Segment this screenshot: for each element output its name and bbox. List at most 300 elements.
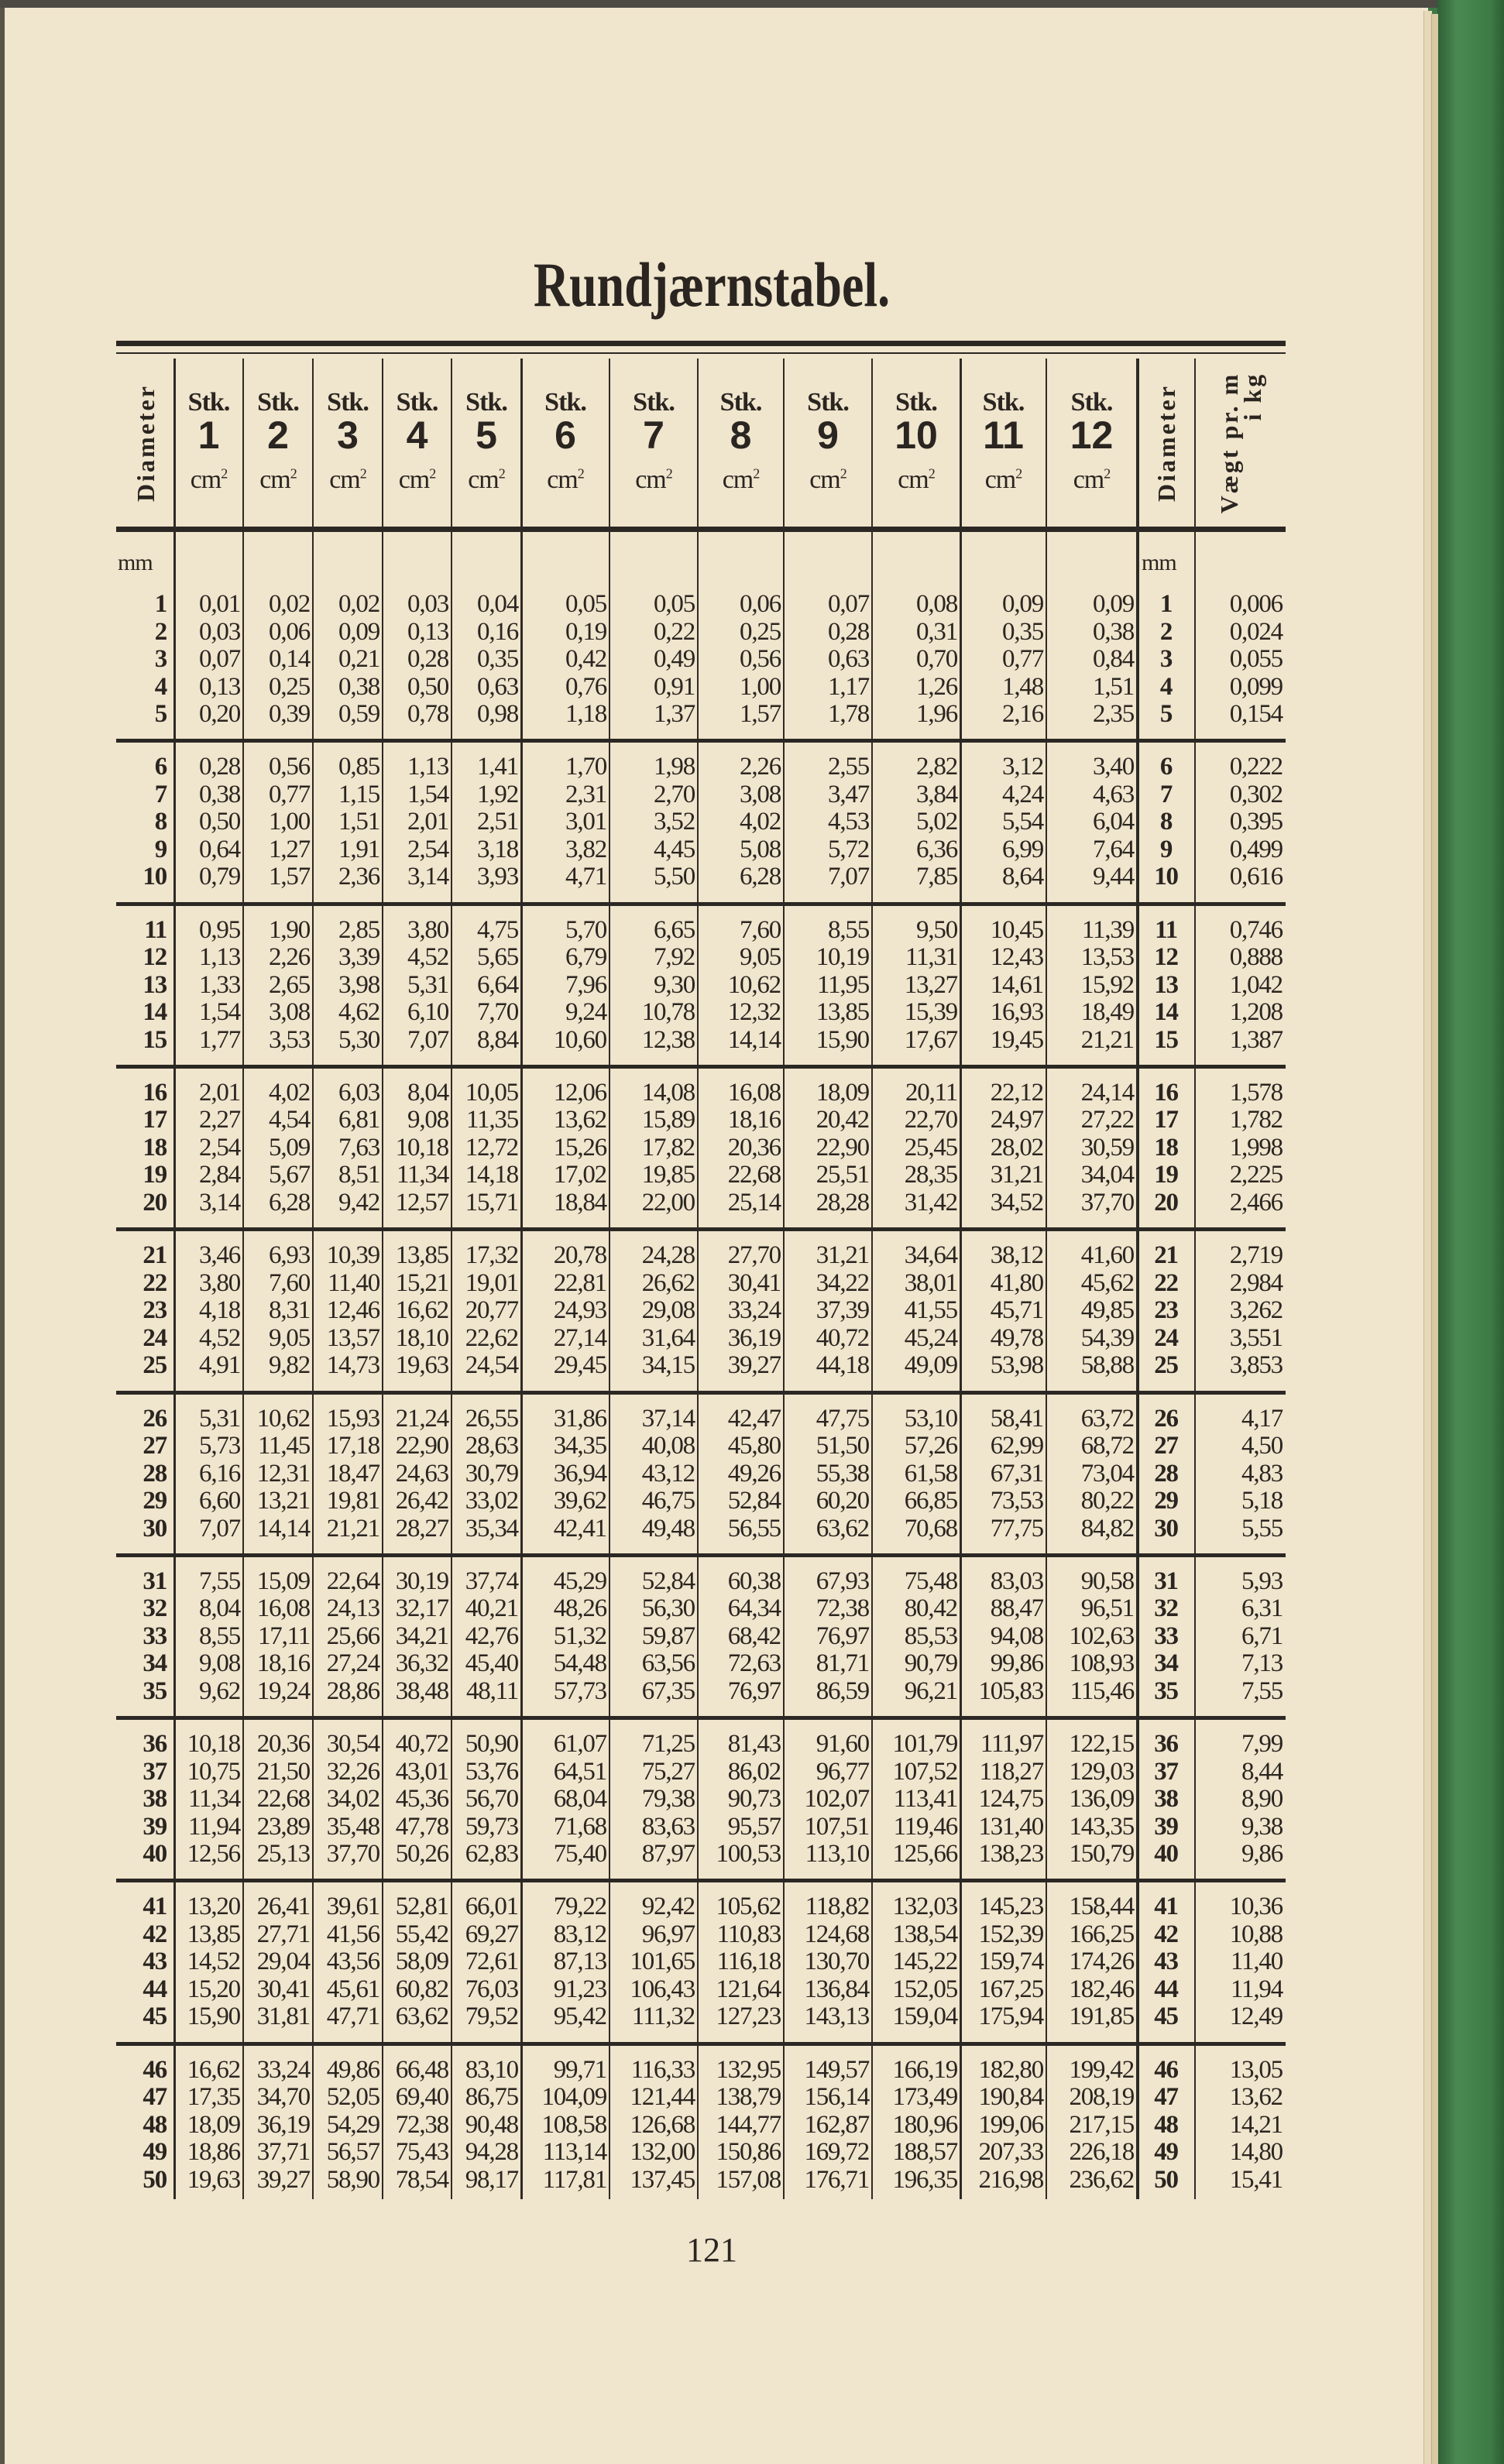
table-row [116,998,1286,1026]
area-cell: 37,71 [256,2138,310,2167]
diameter-cell: 18 [1154,1133,1178,1162]
area-cell: 9,05 [269,1323,310,1352]
area-cell: 144,77 [716,2110,781,2139]
area-cell: 69,40 [395,2083,448,2112]
area-cell: 15,93 [326,1404,379,1433]
area-cell: 3,80 [407,915,448,944]
area-cell: 92,42 [641,1893,695,1921]
weight-cell: 1,998 [1229,1133,1283,1162]
area-cell: 18,84 [553,1188,606,1217]
area-cell: 96,21 [904,1676,957,1705]
diameter-cell: 1 [1159,590,1173,618]
weight-cell: 9,86 [1241,1840,1283,1869]
weight-cell: 2,719 [1229,1241,1283,1270]
area-cell: 158,44 [1069,1893,1134,1921]
area-cell: 0,50 [407,672,448,701]
area-cell: 5,67 [269,1161,310,1189]
area-cell: 5,73 [199,1432,240,1460]
area-cell: 32,26 [326,1757,379,1786]
area-cell: 18,16 [727,1106,781,1134]
area-cell: 10,62 [727,970,781,999]
area-cell: 14,61 [990,970,1043,999]
area-cell: 116,18 [716,1948,781,1976]
area-cell: 6,16 [199,1459,240,1488]
header-diameter-label: Diameter [1152,384,1180,502]
header-unit: $cm^2$ [190,465,228,494]
area-cell: 53,76 [465,1757,518,1786]
header-stk-9 [784,359,872,527]
area-cell: 5,70 [565,915,606,944]
table-row [116,916,1286,944]
area-cell: 15,26 [553,1133,606,1162]
block-separator-rule [116,739,1286,743]
area-cell: 4,71 [565,863,606,891]
area-cell: 111,32 [631,2002,695,2031]
diameter-cell: 11 [144,915,167,944]
mm-unit-label: mm [118,550,153,575]
header-stk-6 [521,359,609,527]
area-cell: 28,28 [816,1188,869,1217]
area-cell: 0,85 [338,753,379,781]
table-row [116,1079,1286,1107]
area-cell: 166,25 [1069,1920,1134,1948]
area-cell: 0,25 [269,672,310,701]
diameter-cell: 34 [143,1649,167,1678]
table-row [116,1813,1286,1841]
area-cell: 34,35 [553,1432,606,1460]
area-cell: 34,22 [816,1268,869,1297]
area-cell: 98,17 [465,2165,518,2194]
area-cell: 18,10 [395,1323,448,1352]
area-cell: 12,56 [187,1840,240,1869]
area-cell: 3,84 [916,780,957,808]
area-cell: 138,23 [978,1840,1043,1869]
area-cell: 18,86 [187,2138,240,2167]
weight-cell: 14,21 [1229,2110,1283,2139]
diameter-cell: 22 [143,1268,167,1297]
table-row [116,1460,1286,1488]
diameter-cell: 7 [1159,780,1173,808]
table-row [116,1920,1286,1948]
area-cell: 17,11 [257,1622,310,1650]
table-row [116,2056,1286,2084]
area-cell: 0,09 [1002,590,1043,618]
area-cell: 132,03 [892,1893,957,1921]
weight-cell: 1,782 [1229,1106,1283,1134]
area-cell: 43,12 [641,1459,695,1488]
table-row [116,1405,1286,1433]
area-cell: 2,54 [407,835,448,863]
diameter-cell: 41 [1154,1893,1178,1921]
area-cell: 4,45 [654,835,695,863]
area-cell: 83,12 [553,1920,606,1948]
area-cell: 4,54 [269,1106,310,1134]
header-count: 11 [983,414,1024,457]
area-cell: 2,51 [477,808,518,836]
area-cell: 127,23 [716,2002,781,2031]
area-cell: 7,92 [654,943,695,972]
book-cover-green [1437,0,1504,2464]
area-cell: 31,21 [816,1241,869,1270]
area-cell: 15,20 [187,1975,240,2003]
area-cell: 124,68 [804,1920,869,1948]
area-cell: 1,48 [1002,672,1043,701]
area-cell: 86,75 [465,2083,518,2112]
area-cell: 23,89 [256,1812,310,1841]
header-unit: $cm^2$ [635,465,672,494]
diameter-cell: 38 [143,1785,167,1814]
area-cell: 4,63 [1093,780,1134,808]
area-cell: 14,52 [187,1948,240,1976]
diameter-cell: 48 [143,2110,167,2139]
area-cell: 20,42 [816,1106,869,1134]
diameter-cell: 26 [143,1404,167,1433]
area-cell: 6,60 [199,1487,240,1515]
area-cell: 1,15 [338,780,379,808]
area-cell: 12,38 [641,1025,695,1054]
table-row [116,1487,1286,1515]
header-stk-label: Stk. [465,388,507,417]
area-cell: 0,35 [1002,617,1043,646]
area-cell: 13,57 [326,1323,379,1352]
area-cell: 61,07 [553,1730,606,1759]
area-cell: 137,45 [630,2165,695,2194]
area-cell: 50,90 [465,1730,518,1759]
area-cell: 104,09 [541,2083,606,2112]
area-cell: 24,63 [395,1459,448,1488]
area-cell: 21,24 [395,1404,448,1433]
area-cell: 40,72 [395,1730,448,1759]
area-cell: 87,13 [553,1948,606,1976]
area-cell: 1,77 [199,1025,240,1054]
area-cell: 62,83 [465,1840,518,1869]
page-title [0,246,1423,324]
header-stk-label: Stk. [895,388,937,417]
header-bottom-rule [116,527,1286,532]
area-cell: 13,21 [256,1487,310,1515]
diameter-cell: 27 [1154,1432,1178,1460]
area-cell: 94,08 [990,1622,1043,1650]
table-top-rule [116,341,1286,346]
area-cell: 1,00 [740,672,781,701]
area-cell: 21,21 [326,1514,379,1543]
area-cell: 38,01 [904,1268,957,1297]
header-stk-label: Stk. [1070,388,1113,417]
area-cell: 35,34 [465,1514,518,1543]
diameter-cell: 44 [143,1975,167,2003]
area-cell: 175,94 [978,2002,1043,2031]
area-cell: 30,59 [1080,1133,1134,1162]
area-cell: 8,04 [199,1594,240,1623]
area-cell: 95,42 [553,2002,606,2031]
area-cell: 19,45 [990,1025,1043,1054]
diameter-cell: 14 [143,998,167,1027]
area-cell: 10,19 [816,943,869,972]
table-row [116,1677,1286,1705]
diameter-cell: 2 [154,617,167,646]
area-cell: 95,57 [727,1812,781,1841]
area-cell: 77,75 [990,1514,1043,1543]
area-cell: 8,55 [199,1622,240,1650]
area-cell: 0,77 [1002,645,1043,673]
diameter-cell: 33 [143,1622,167,1650]
area-cell: 108,93 [1069,1649,1134,1678]
area-cell: 21,50 [256,1757,310,1786]
block-separator-rule [116,1716,1286,1720]
area-cell: 90,58 [1080,1567,1134,1595]
area-cell: 0,98 [477,700,518,728]
diameter-cell: 39 [143,1812,167,1841]
area-cell: 96,77 [816,1757,869,1786]
area-cell: 22,90 [395,1432,448,1460]
diameter-cell: 12 [143,943,167,972]
area-cell: 67,31 [990,1459,1043,1488]
area-cell: 4,52 [199,1323,240,1352]
weight-cell: 8,90 [1241,1785,1283,1814]
area-cell: 196,35 [892,2165,957,2194]
area-cell: 38,12 [990,1241,1043,1270]
area-cell: 10,62 [256,1404,310,1433]
area-cell: 3,08 [269,998,310,1027]
area-cell: 9,42 [338,1188,379,1217]
area-cell: 7,70 [477,998,518,1027]
area-cell: 173,49 [892,2083,957,2112]
area-cell: 7,55 [199,1567,240,1595]
area-cell: 22,81 [553,1268,606,1297]
diameter-cell: 40 [1154,1840,1178,1869]
header-count: 9 [817,414,839,457]
area-cell: 19,81 [326,1487,379,1515]
area-cell: 44,18 [816,1351,869,1380]
area-cell: 3,14 [407,863,448,891]
area-cell: 7,64 [1093,835,1134,863]
block-separator-rule [116,1879,1286,1882]
area-cell: 7,60 [740,915,781,944]
area-cell: 25,51 [816,1161,869,1189]
area-cell: 2,70 [654,780,695,808]
diameter-cell: 5 [154,700,167,728]
area-cell: 17,18 [326,1432,379,1460]
area-cell: 0,38 [199,780,240,808]
area-cell: 4,91 [199,1351,240,1380]
area-cell: 53,10 [904,1404,957,1433]
table-row [116,836,1286,863]
area-cell: 41,55 [904,1296,957,1325]
area-cell: 27,70 [727,1241,781,1270]
diameter-cell: 20 [143,1188,167,1217]
area-cell: 99,71 [553,2055,606,2084]
diameter-cell: 28 [1154,1459,1178,1488]
area-cell: 0,35 [477,645,518,673]
weight-cell: 2,984 [1229,1268,1283,1297]
table-row [116,1161,1286,1189]
area-cell: 150,79 [1069,1840,1134,1869]
table-row [116,590,1286,618]
area-cell: 12,72 [465,1133,518,1162]
area-cell: 0,76 [565,672,606,701]
area-cell: 15,89 [641,1106,695,1134]
area-cell: 2,35 [1093,700,1134,728]
weight-cell: 10,36 [1229,1893,1283,1921]
area-cell: 27,22 [1080,1106,1134,1134]
diameter-cell: 31 [1154,1567,1178,1595]
header-unit: $cm^2$ [809,465,846,494]
area-cell: 13,20 [187,1893,240,1921]
area-cell: 52,81 [395,1893,448,1921]
area-cell: 9,08 [407,1106,448,1134]
weight-cell: 12,49 [1229,2002,1283,2031]
area-cell: 37,74 [465,1567,518,1595]
area-cell: 10,75 [187,1757,240,1786]
area-cell: 13,85 [395,1241,448,1270]
area-cell: 80,22 [1080,1487,1134,1515]
weight-cell: 0,499 [1229,835,1283,863]
area-cell: 28,27 [395,1514,448,1543]
area-cell: 1,57 [740,700,781,728]
table-row [116,700,1286,728]
area-cell: 46,75 [641,1487,695,1515]
area-cell: 32,17 [395,1594,448,1623]
table-row [116,1351,1286,1379]
area-cell: 0,64 [199,835,240,863]
area-cell: 0,63 [828,645,869,673]
area-cell: 24,28 [641,1241,695,1270]
area-cell: 47,78 [395,1812,448,1841]
header-weight [1195,359,1286,527]
area-cell: 110,83 [716,1920,781,1948]
area-cell: 94,28 [465,2138,518,2167]
area-cell: 75,27 [641,1757,695,1786]
area-cell: 19,24 [256,1676,310,1705]
area-cell: 7,63 [338,1133,379,1162]
area-cell: 13,62 [553,1106,606,1134]
area-cell: 1,78 [828,700,869,728]
header-stk-label: Stk. [719,388,762,417]
area-cell: 2,01 [407,808,448,836]
area-cell: 138,79 [716,2083,781,2112]
area-cell: 37,39 [816,1296,869,1325]
area-cell: 69,27 [465,1920,518,1948]
header-unit: $cm^2$ [398,465,436,494]
header-stk-2 [243,359,313,527]
area-cell: 76,97 [727,1676,781,1705]
area-cell: 2,01 [199,1078,240,1107]
area-cell: 55,42 [395,1920,448,1948]
diameter-cell: 37 [143,1757,167,1786]
header-stk-5 [452,359,521,527]
area-cell: 40,08 [641,1432,695,1460]
area-cell: 0,20 [199,700,240,728]
area-cell: 4,02 [740,808,781,836]
area-cell: 7,07 [828,863,869,891]
area-cell: 18,49 [1080,998,1134,1027]
table-row [116,2166,1286,2194]
area-cell: 11,40 [327,1268,379,1297]
table-row [116,1432,1286,1460]
area-cell: 96,97 [641,1920,695,1948]
diameter-cell: 3 [154,645,167,673]
area-cell: 58,09 [395,1948,448,1976]
weight-cell: 8,44 [1241,1757,1283,1786]
area-cell: 96,51 [1080,1594,1134,1623]
diameter-cell: 46 [143,2055,167,2084]
area-cell: 18,16 [256,1649,310,1678]
weight-cell: 3,551 [1229,1323,1283,1352]
header-count: 10 [895,414,938,457]
area-cell: 0,56 [740,645,781,673]
area-cell: 15,90 [187,2002,240,2031]
area-cell: 72,38 [816,1594,869,1623]
area-cell: 6,10 [407,998,448,1027]
area-cell: 5,09 [269,1133,310,1162]
area-cell: 0,09 [338,617,379,646]
area-cell: 6,93 [269,1241,310,1270]
area-cell: 25,66 [326,1622,379,1650]
header-unit: $cm^2$ [259,465,297,494]
area-cell: 208,19 [1069,2083,1134,2112]
header-stk-label: Stk. [982,388,1025,417]
area-cell: 79,38 [641,1785,695,1814]
area-cell: 37,70 [326,1840,379,1869]
area-cell: 15,21 [395,1268,448,1297]
area-cell: 216,98 [978,2165,1043,2194]
diameter-cell: 25 [1154,1351,1178,1380]
header-count: 6 [555,414,576,457]
diameter-cell: 42 [1154,1920,1178,1948]
area-cell: 72,38 [395,2110,448,2139]
area-cell: 152,05 [892,1975,957,2003]
diameter-cell: 35 [143,1676,167,1705]
diameter-cell: 23 [143,1296,167,1325]
area-cell: 130,70 [804,1948,869,1976]
area-cell: 105,62 [716,1893,781,1921]
header-unit: $cm^2$ [1073,465,1111,494]
diameter-cell: 48 [1154,2110,1178,2139]
area-cell: 29,04 [256,1948,310,1976]
area-cell: 107,52 [892,1757,957,1786]
area-cell: 91,60 [816,1730,869,1759]
area-cell: 6,28 [740,863,781,891]
area-cell: 0,39 [269,700,310,728]
area-cell: 51,32 [553,1622,606,1650]
area-cell: 36,94 [553,1459,606,1488]
area-cell: 0,02 [338,590,379,618]
area-cell: 159,74 [978,1948,1043,1976]
diameter-cell: 9 [154,835,167,863]
area-cell: 0,91 [654,672,695,701]
weight-cell: 1,578 [1229,1078,1283,1107]
area-cell: 60,20 [816,1487,869,1515]
diameter-cell: 22 [1154,1268,1178,1297]
page-title-text: Rundjærnstabel. [533,249,891,320]
area-cell: 83,63 [641,1812,695,1841]
diameter-cell: 46 [1154,2055,1178,2084]
diameter-cell: 32 [1154,1594,1178,1623]
area-cell: 226,18 [1069,2138,1134,2167]
area-cell: 66,48 [395,2055,448,2084]
area-cell: 1,27 [269,835,310,863]
area-cell: 51,50 [816,1432,869,1460]
area-cell: 16,62 [395,1296,448,1325]
area-cell: 5,02 [916,808,957,836]
area-cell: 0,31 [916,617,957,646]
weight-cell: 0,302 [1229,780,1283,808]
area-cell: 48,11 [465,1676,518,1705]
area-cell: 131,40 [978,1812,1043,1841]
weight-cell: 13,05 [1229,2055,1283,2084]
area-cell: 67,35 [641,1676,695,1705]
table-row [116,1893,1286,1920]
